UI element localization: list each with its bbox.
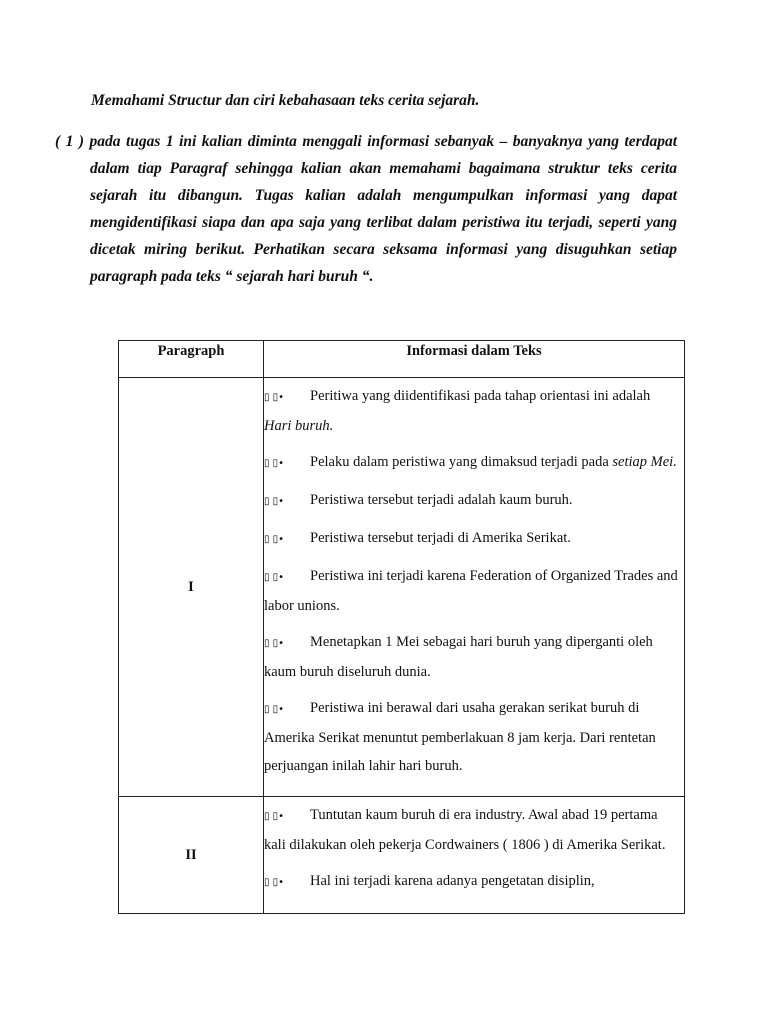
item-text: Peristiwa ini berawal dari usaha gerakan serikat buruh di Amerika Serikat menuntut pemberlakuan 8 jam kerja. Dari rentetan perjuangan inilah lahir hari buruh. <box>264 700 656 774</box>
list-item <box>264 801 680 859</box>
list-item <box>264 524 680 554</box>
item-text: Menetapkan 1 Mei sebagai hari buruh yang diperganti oleh kaum buruh diseluruh dunia. <box>264 634 653 680</box>
header-paragraph: Paragraph <box>119 341 264 378</box>
paragraph-number: I <box>119 378 264 797</box>
list-item <box>264 694 680 780</box>
information-cell <box>264 797 685 914</box>
bullet-icon: ▯ ▯• <box>264 496 285 507</box>
item-text: Hal ini terjadi karena adanya pengetatan disiplin, <box>310 873 595 889</box>
table-row <box>119 378 685 797</box>
list-item <box>264 486 680 516</box>
table-header-row <box>119 341 685 378</box>
item-text: Peritiwa yang diidentifikasi pada tahap orientasi ini adalah <box>310 388 651 404</box>
item-text: Peristiwa ini terjadi karena Federation of Organized Trades and labor unions. <box>264 568 678 614</box>
item-text: Peristiwa tersebut terjadi di Amerika Serikat. <box>310 530 571 546</box>
bullet-icon: ▯ ▯• <box>264 811 285 822</box>
bullet-icon: ▯ ▯• <box>264 877 285 888</box>
header-informasi: Informasi dalam Teks <box>264 341 685 378</box>
item-text: Pelaku dalam peristiwa yang dimaksud terjadi pada <box>310 454 613 470</box>
list-item <box>264 628 680 686</box>
list-item <box>264 867 680 897</box>
list-item <box>264 448 680 478</box>
list-item <box>264 382 680 440</box>
instruction-paragraph: ( 1 ) pada tugas 1 ini kalian diminta menggali informasi sebanyak – banyaknya yang terdapat dalam tiap Paragraf sehingga kalian akan memahami bagaimana struktur teks cerita sejarah itu dibangun. Tugas kalian adalah mengumpulkan informasi yang dapat mengidentifikasi siapa dan apa saja yang terlibat dalam peristiwa itu terjadi, seperti yang dicetak miring berikut. Perhatikan secara seksama informasi yang disuguhkan setiap paragraph pada teks “ sejarah hari buruh “. <box>55 133 677 285</box>
bullet-icon: ▯ ▯• <box>264 638 285 649</box>
item-italic-text: setiap Mei. <box>612 454 677 470</box>
table-row <box>119 797 685 914</box>
information-table <box>118 340 685 914</box>
item-text: Peristiwa tersebut terjadi adalah kaum buruh. <box>310 492 573 508</box>
bullet-icon: ▯ ▯• <box>264 458 285 469</box>
list-item <box>264 562 680 620</box>
item-text: Tuntutan kaum buruh di era industry. Awal abad 19 pertama kali dilakukan oleh pekerja Cordwainers ( 1806 ) di Amerika Serikat. <box>264 807 666 853</box>
bullet-icon: ▯ ▯• <box>264 392 285 403</box>
information-cell <box>264 378 685 797</box>
bullet-icon: ▯ ▯• <box>264 704 285 715</box>
document-title: Memahami Structur dan ciri kebahasaan teks cerita sejarah. <box>91 92 480 109</box>
bullet-icon: ▯ ▯• <box>264 534 285 545</box>
bullet-icon: ▯ ▯• <box>264 572 285 583</box>
paragraph-number: II <box>119 797 264 914</box>
item-italic-text: Hari buruh. <box>264 418 334 434</box>
